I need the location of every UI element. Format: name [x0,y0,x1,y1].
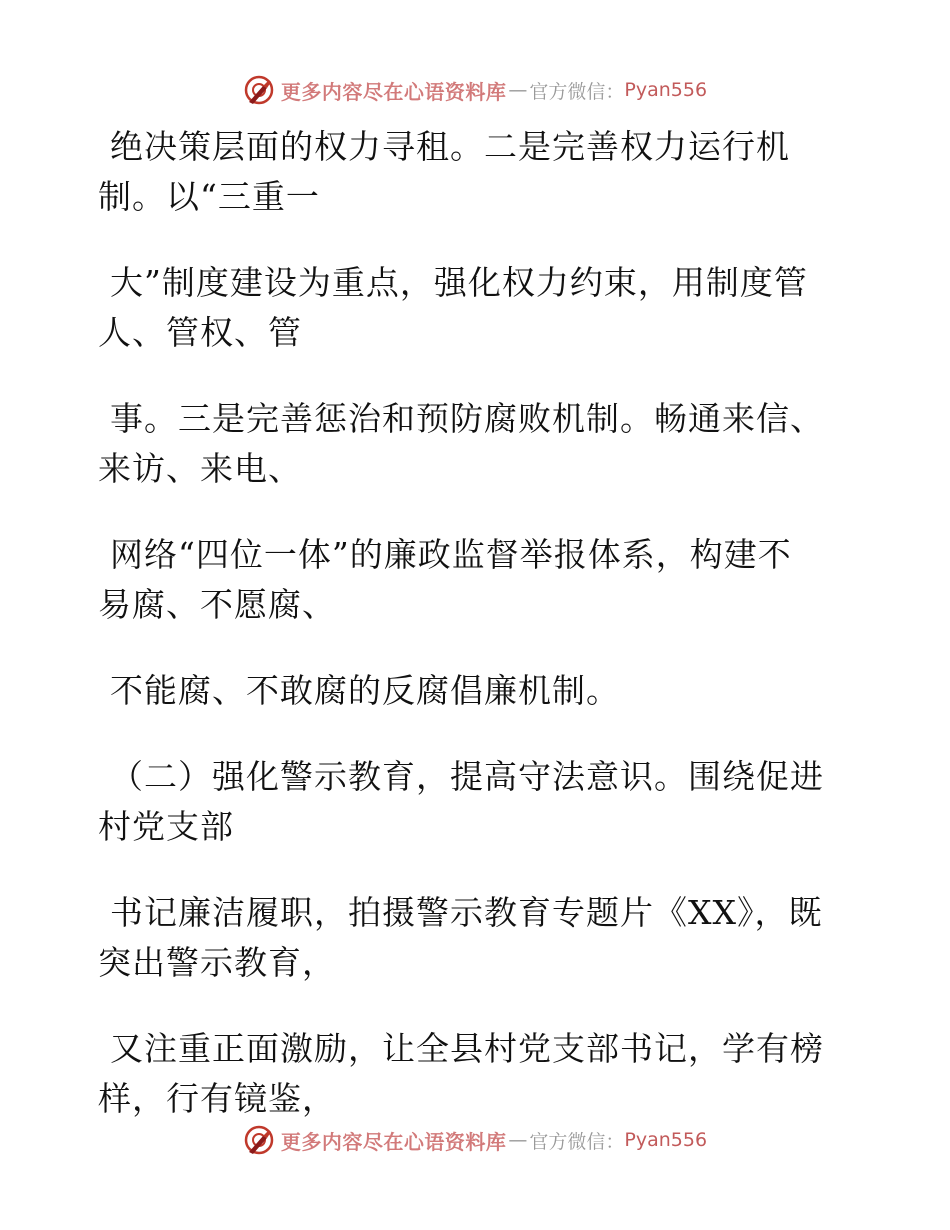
text-line: 人、管权、管 [98,313,302,352]
watermark-wechat-id: Pyan556 [624,79,708,101]
paragraph [98,1024,838,1124]
paragraph [98,666,838,716]
text-line: 书记廉洁履职，拍摄警示教育专题片《XX》，既 [110,893,823,932]
document-body [98,122,838,1160]
paragraph [98,530,838,630]
text-line: 网络“四位一体”的廉政监督举报体系，构建不 [110,535,792,574]
text-line: 突出警示教育， [98,943,336,982]
watermark-text: 更多内容尽在心语资料库 [280,79,507,104]
text-line: 来访、来电、 [98,449,302,488]
paragraph [98,888,838,988]
text-line: 又注重正面激励，让全县村党支部书记，学有榜 [110,1029,824,1068]
pen-logo-icon [243,1124,275,1156]
watermark-wechat-label: 官方微信： [529,1130,625,1153]
text-line: 村党支部 [98,807,234,846]
pen-logo-icon [243,74,275,106]
paragraph [98,752,838,852]
watermark-wechat-id: Pyan556 [624,1129,708,1151]
text-line: 易腐、不愿腐、 [98,585,336,624]
header-watermark [0,70,950,110]
text-line: 不能腐、不敢腐的反腐倡廉机制。 [110,671,620,710]
watermark-separator: — [508,1129,528,1151]
paragraph [98,394,838,494]
watermark-wechat-label: 官方微信： [529,80,625,103]
paragraph [98,258,838,358]
footer-watermark [0,1120,950,1160]
text-line: 制。以“三重一 [98,177,320,216]
text-line: （二）强化警示教育，提高守法意识。围绕促进 [110,757,824,796]
watermark-text: 更多内容尽在心语资料库 [280,1129,507,1154]
watermark-separator: — [508,79,528,101]
paragraph [98,122,838,222]
text-line: 样，行有镜鉴， [98,1079,336,1118]
text-line: 绝决策层面的权力寻租。二是完善权力运行机 [110,127,790,166]
text-line: 事。三是完善惩治和预防腐败机制。畅通来信、 [110,399,824,438]
text-line: 大”制度建设为重点，强化权力约束，用制度管 [110,263,808,302]
